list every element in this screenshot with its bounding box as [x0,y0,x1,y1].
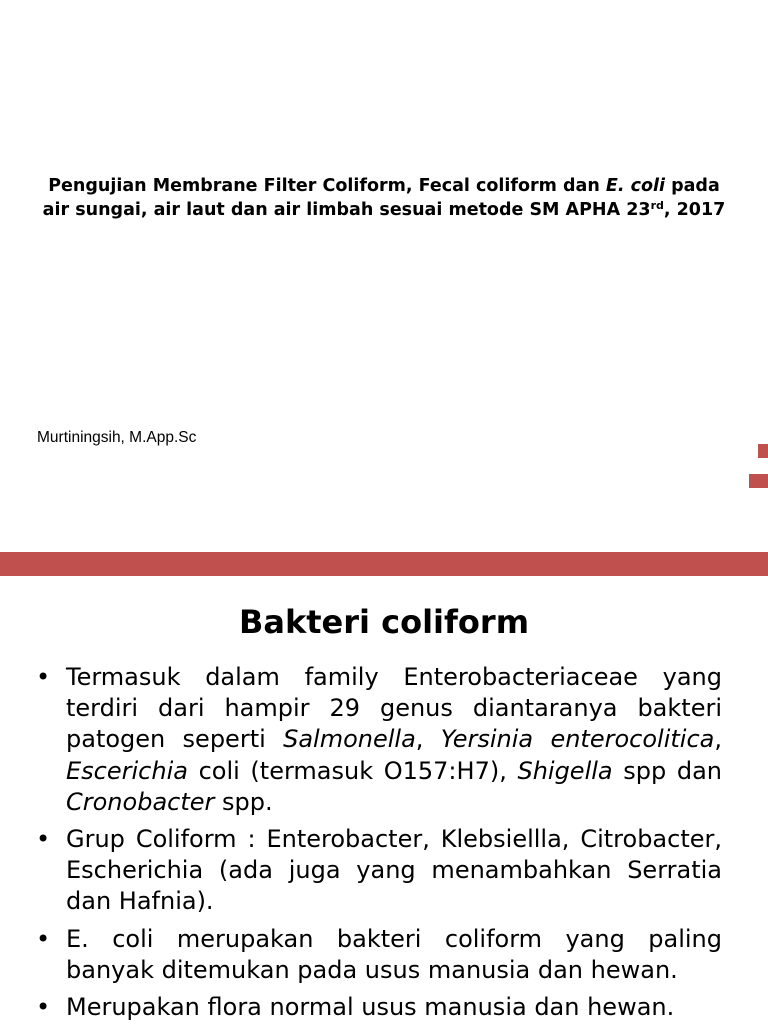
bullet-text: , [415,725,441,754]
bullet-list [0,662,768,1024]
bullet-text: Termasuk dalam family Enterobacteriaceae yang terdiri dari hampir 29 genus diantaranya bakteri patogen seperti [66,663,722,754]
bullet-text: coli (termasuk O157:H7), [187,756,518,785]
title-text-part4: , 2017 [663,200,726,220]
bullet-text-italic: Cronobacter [66,787,215,816]
accent-decoration-bottom [749,474,768,488]
bullet-text: , [714,725,722,754]
author-name: Murtiningsih, M.App.Sc [37,429,197,446]
bullet-text-italic: Escerichia [66,756,188,785]
bullet-text-italic: Shigella [517,756,613,785]
slide-divider-bar [0,552,768,576]
title-superscript: rd [650,199,664,212]
bullet-text-italic: Salmonella [283,725,416,754]
title-text-part3: pada air sungai, air laut dan air limbah sesuai metode SM APHA 23 [42,176,720,220]
bullet-item [0,992,722,1023]
bullet-text: Grup Coliform : Enterobacter, Klebsiellla, Citrobacter, Escherichia (ada juga yang menambahkan Serratia dan Hafnia). [66,825,722,916]
slide-heading: Bakteri coliform [238,603,530,641]
bullet-item [0,662,722,818]
title-text-italic: E. coli [605,176,665,196]
bullet-dot-icon: • [36,993,51,1022]
bullet-text: Merupakan flora normal usus manusia dan hewan. [66,993,675,1022]
bullet-text: E. coli merupakan bakteri coliform yang paling banyak ditemukan pada usus manusia dan hewan. [66,924,722,984]
bullet-text-italic: Yersinia enterocolitica [440,725,715,754]
title-text-part1: Pengujian Membrane Filter Coliform, Fecal coliform dan [48,176,606,196]
bullet-item [0,824,722,918]
bullet-item [0,924,722,986]
accent-decoration-top [758,444,768,458]
slide-title [40,174,728,222]
content-slide [0,576,768,1024]
bullet-text: spp. [214,787,273,816]
bullet-text: spp dan [612,756,722,785]
bullet-dot-icon: • [36,663,51,691]
bullet-dot-icon: • [36,825,51,854]
bullet-dot-icon: • [36,924,51,953]
